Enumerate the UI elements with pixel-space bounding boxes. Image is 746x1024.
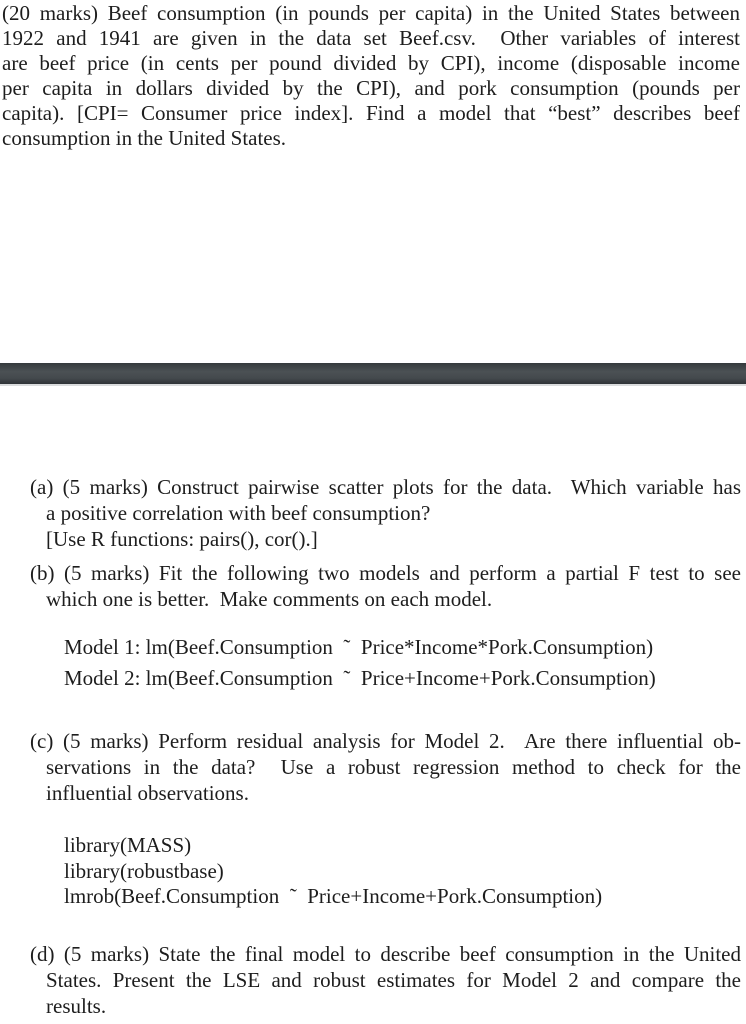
question-item-b xyxy=(30,560,741,612)
code-line: library(MASS) xyxy=(64,833,192,857)
text-line: consumption in the United States. xyxy=(2,126,287,150)
question-item-d xyxy=(30,941,741,1019)
item-label: (b) xyxy=(30,561,55,585)
text-line: which one is better. Make comments on each model. xyxy=(46,587,493,611)
text-line: States. Present the LSE and robust estimates for Model 2 and compare the xyxy=(46,968,741,992)
section-divider-bar xyxy=(0,363,746,386)
text-line: (20 marks) Beef consumption (in pounds per capita) in the United States between xyxy=(2,1,740,25)
question-intro-paragraph xyxy=(2,1,740,151)
text-line: 1922 and 1941 are given in the data set Beef.csv. Other variables of interest xyxy=(2,26,740,50)
r-code-block xyxy=(64,833,729,910)
item-text: (5 marks) Perform residual analysis for Model 2. Are there influential ob- xyxy=(63,729,741,753)
text-line xyxy=(30,728,741,754)
text-line: servations in the data? Use a robust regression method to check for the xyxy=(46,755,741,779)
code-line: lmrob(Beef.Consumption ˜ Price+Income+Pork.Consumption) xyxy=(64,884,603,908)
model-1-formula: Model 1: lm(Beef.Consumption ˜ Price*Income*Pork.Consumption) xyxy=(64,635,654,659)
text-line xyxy=(30,560,741,586)
text-line: capita). [CPI= Consumer price index]. Find a model that “best” describes beef xyxy=(2,101,740,125)
item-label: (d) xyxy=(30,942,55,966)
text-line: are beef price (in cents per pound divided by CPI), income (disposable income xyxy=(2,51,740,75)
item-label: (c) xyxy=(30,729,54,753)
question-item-a xyxy=(30,474,741,552)
text-line: results. xyxy=(46,994,107,1018)
code-line: library(robustbase) xyxy=(64,858,224,883)
item-label: (a) xyxy=(30,475,54,499)
question-item-c xyxy=(30,728,741,806)
text-line: per capita in dollars divided by the CPI), and pork consumption (pounds per xyxy=(2,76,740,100)
text-line: influential observations. xyxy=(46,781,249,805)
item-text: (5 marks) State the final model to describe beef consumption in the United xyxy=(63,942,742,966)
text-line: a positive correlation with beef consumption? xyxy=(46,501,431,525)
model-2-formula: Model 2: lm(Beef.Consumption ˜ Price+Income+Pork.Consumption) xyxy=(64,666,656,690)
text-line: [Use R functions: pairs(), cor().] xyxy=(46,527,318,551)
text-line xyxy=(30,474,741,500)
item-text: (5 marks) Fit the following two models and perform a partial F test to see xyxy=(64,561,741,585)
text-line xyxy=(30,941,741,967)
model-definitions-block xyxy=(64,632,729,694)
item-text: (5 marks) Construct pairwise scatter plots for the data. Which variable has xyxy=(62,475,741,499)
